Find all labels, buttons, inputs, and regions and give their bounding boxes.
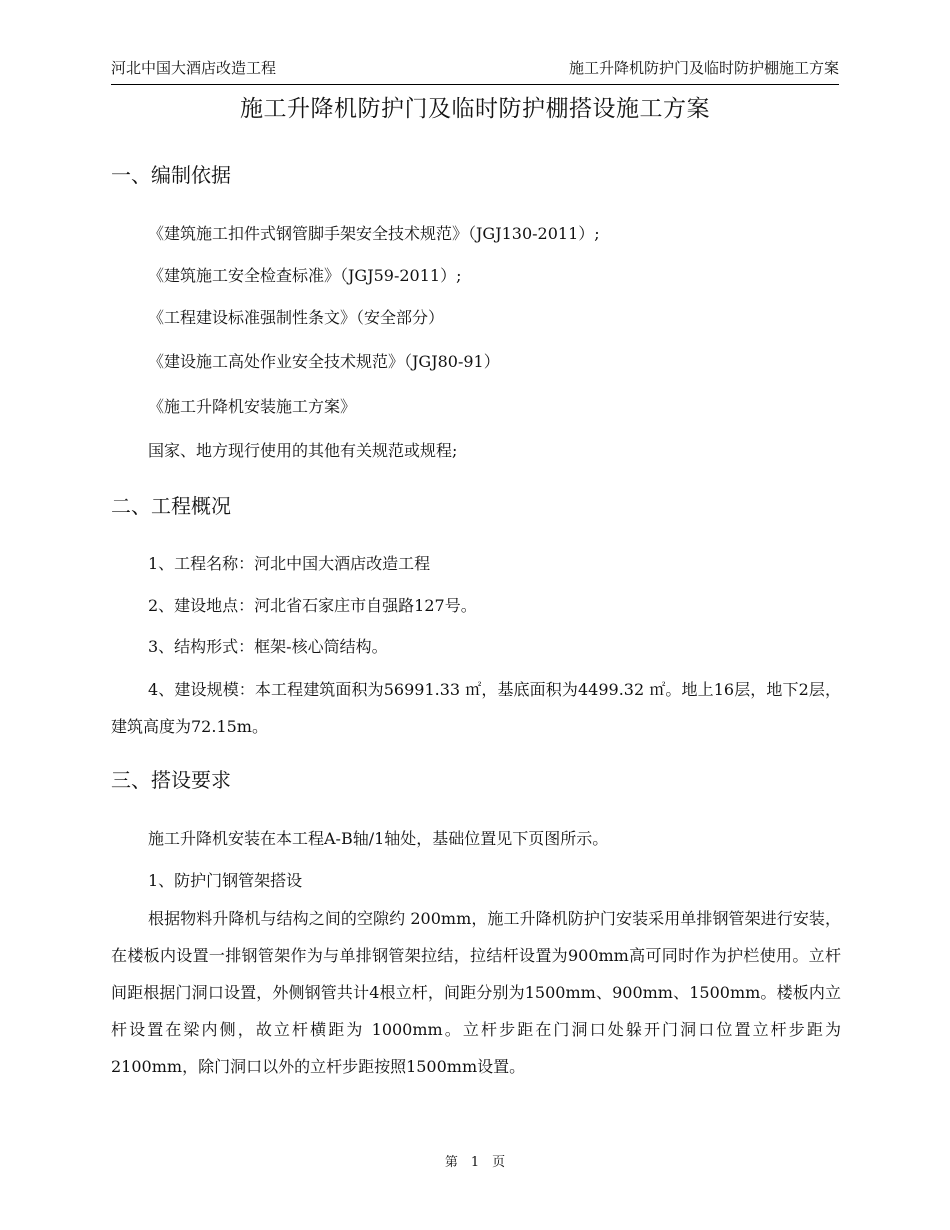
basis-item: 《施工升降机安装施工方案》 [148, 397, 357, 416]
requirements-body-paragraph: 根据物料升降机与结构之间的空隙约 200mm，施工升降机防护门安装采用单排钢管架进行安装，在楼板内设置一排钢管架作为与单排钢管架拉结，拉结杆设置为900mm高可同时作为护栏使用。立杆间距根据门洞口设置，外侧钢管共计4根立杆，间距分别为1500mm、900mm、1500mm。楼板内立杆设置在梁内侧，故立杆横距为 1000mm。立杆步距在门洞口处躲开门洞口位置立杆步距为2100mm，除门洞口以外的立杆步距按照1500mm设置。 [111, 909, 841, 1076]
section-heading-requirements: 三、搭设要求 [111, 768, 231, 792]
section-heading-overview: 二、工程概况 [111, 494, 231, 518]
header-document-name: 施工升降机防护门及临时防护棚施工方案 [568, 59, 839, 77]
overview-item: 2、建设地点：河北省石家庄市自强路127号。 [148, 596, 477, 615]
basis-item: 《建筑施工安全检查标准》（JGJ59-2011）; [148, 266, 462, 285]
page-header [111, 56, 839, 85]
page-number: 第 1 页 [444, 1155, 506, 1170]
document-title: 施工升降机防护门及临时防护棚搭设施工方案 [240, 96, 710, 122]
basis-item: 《建设施工高处作业安全技术规范》（JGJ80-91） [148, 352, 500, 371]
basis-item: 国家、地方现行使用的其他有关规范或规程; [148, 441, 458, 460]
section-heading-basis: 一、编制依据 [111, 163, 231, 187]
basis-item: 《工程建设标准强制性条文》（安全部分） [148, 308, 445, 327]
requirements-subheading: 1、防护门钢管架搭设 [148, 871, 303, 890]
header-project-name: 河北中国大酒店改造工程 [111, 59, 277, 77]
basis-item: 《建筑施工扣件式钢管脚手架安全技术规范》（JGJ130-2011）; [148, 224, 600, 243]
overview-scale-paragraph: 4、建设规模：本工程建筑面积为56991.33 ㎡，基底面积为4499.32 ㎡。地上16层，地下2层，建筑高度为72.15m。 [111, 680, 841, 736]
overview-item: 1、工程名称：河北中国大酒店改造工程 [148, 554, 431, 573]
overview-item: 3、结构形式：框架-核心筒结构。 [148, 637, 388, 656]
requirements-intro: 施工升降机安装在本工程A-B轴/1轴处，基础位置见下页图所示。 [148, 829, 609, 848]
